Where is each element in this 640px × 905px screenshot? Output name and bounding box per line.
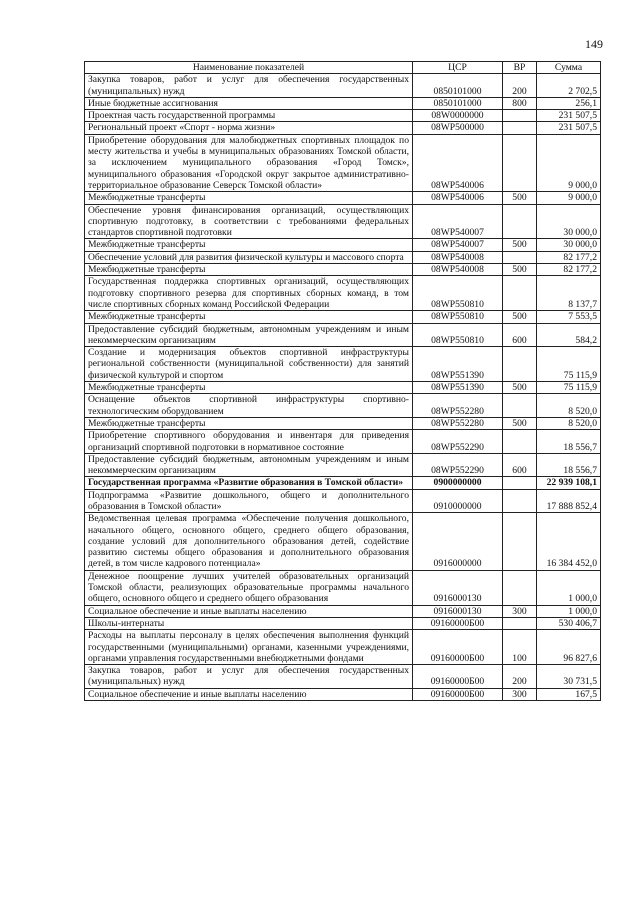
cell-sum: 75 115,9: [537, 347, 601, 382]
cell-vr: [503, 477, 537, 489]
cell-vr: [503, 489, 537, 513]
cell-name: Иные бюджетные ассигнования: [85, 97, 413, 109]
cell-vr: [503, 251, 537, 263]
cell-csr: 08WP500000: [413, 122, 503, 134]
table-row: [85, 570, 601, 605]
header-name: Наименование показателей: [85, 62, 413, 74]
cell-name: Государственная программа «Развитие образования в Томской области»: [85, 477, 413, 489]
cell-vr: 300: [503, 688, 537, 700]
table-row: [85, 513, 601, 570]
cell-csr: 09160000Б00: [413, 665, 503, 689]
cell-sum: 16 384 452,0: [537, 513, 601, 570]
cell-sum: 7 553,5: [537, 311, 601, 323]
cell-vr: 200: [503, 74, 537, 98]
table-row: [85, 477, 601, 489]
cell-name: Межбюджетные трансферты: [85, 311, 413, 323]
cell-sum: 75 115,9: [537, 382, 601, 394]
cell-name: Обеспечение условий для развития физической культуры и массового спорта: [85, 251, 413, 263]
cell-sum: 18 556,7: [537, 453, 601, 477]
cell-vr: [503, 394, 537, 418]
table-row: [85, 311, 601, 323]
cell-vr: [503, 204, 537, 239]
cell-csr: 08WP540008: [413, 251, 503, 263]
table-row: [85, 347, 601, 382]
cell-name: Ведомственная целевая программа «Обеспечение получения дошкольного, начального общего, основного общего, среднего общего образования, создание условий для дополнительного образования детей, содействие развитию системы общего образования и дополнительного образования детей, в том числе кадрового потенциала»: [85, 513, 413, 570]
cell-vr: 500: [503, 311, 537, 323]
cell-csr: 08WP551390: [413, 382, 503, 394]
cell-sum: 8 520,0: [537, 417, 601, 429]
cell-vr: 100: [503, 630, 537, 665]
header-csr: ЦСР: [413, 62, 503, 74]
cell-csr: 0916000130: [413, 570, 503, 605]
cell-sum: 82 177,2: [537, 264, 601, 276]
cell-sum: 9 000,0: [537, 192, 601, 204]
cell-csr: 08WP552290: [413, 453, 503, 477]
cell-csr: 08WP540006: [413, 134, 503, 191]
cell-vr: [503, 276, 537, 311]
cell-csr: 08WP552280: [413, 417, 503, 429]
table-row: [85, 264, 601, 276]
cell-sum: 167,5: [537, 688, 601, 700]
cell-name: Межбюджетные трансферты: [85, 192, 413, 204]
cell-vr: [503, 430, 537, 454]
cell-sum: 231 507,5: [537, 110, 601, 122]
cell-vr: 500: [503, 239, 537, 251]
cell-vr: [503, 122, 537, 134]
cell-csr: 08WP540007: [413, 204, 503, 239]
table-row: [85, 382, 601, 394]
cell-name: Межбюджетные трансферты: [85, 382, 413, 394]
table-row: [85, 617, 601, 629]
cell-sum: 231 507,5: [537, 122, 601, 134]
cell-name: Социальное обеспечение и иные выплаты населению: [85, 605, 413, 617]
cell-name: Создание и модернизация объектов спортивной инфраструктуры региональной собственности (муниципальной собственности) для занятий физической культурой и спортом: [85, 347, 413, 382]
cell-csr: 0900000000: [413, 477, 503, 489]
table-row: [85, 665, 601, 689]
cell-sum: 30 000,0: [537, 239, 601, 251]
table-row: [85, 688, 601, 700]
cell-vr: 500: [503, 192, 537, 204]
cell-name: Предоставление субсидий бюджетным, автономным учреждениям и иным некоммерческим организациям: [85, 453, 413, 477]
table-row: [85, 74, 601, 98]
table-row: [85, 489, 601, 513]
cell-vr: 500: [503, 417, 537, 429]
table-row: [85, 417, 601, 429]
cell-csr: 09160000Б00: [413, 630, 503, 665]
table-row: [85, 453, 601, 477]
header-sum: Сумма: [537, 62, 601, 74]
cell-csr: 0916000130: [413, 605, 503, 617]
cell-csr: 0916000000: [413, 513, 503, 570]
cell-sum: 1 000,0: [537, 605, 601, 617]
cell-csr: 08WP550810: [413, 276, 503, 311]
cell-name: Межбюджетные трансферты: [85, 239, 413, 251]
table-row: [85, 276, 601, 311]
cell-vr: [503, 570, 537, 605]
cell-csr: 08WP540008: [413, 264, 503, 276]
cell-name: Проектная часть государственной программы: [85, 110, 413, 122]
cell-sum: 82 177,2: [537, 251, 601, 263]
cell-sum: 8 520,0: [537, 394, 601, 418]
cell-sum: 8 137,7: [537, 276, 601, 311]
cell-sum: 17 888 852,4: [537, 489, 601, 513]
budget-table: [84, 61, 601, 701]
cell-name: Государственная поддержка спортивных организаций, осуществляющих подготовку спортивного резерва для спортивных сборных команд, в том числе спортивных сборных команд Российской Федерации: [85, 276, 413, 311]
cell-csr: 08WP550810: [413, 323, 503, 347]
cell-name: Закупка товаров, работ и услуг для обеспечения государственных (муниципальных) нужд: [85, 665, 413, 689]
table-row: [85, 605, 601, 617]
cell-name: Социальное обеспечение и иные выплаты населению: [85, 688, 413, 700]
table-row: [85, 630, 601, 665]
cell-name: Предоставление субсидий бюджетным, автономным учреждениям и иным некоммерческим организациям: [85, 323, 413, 347]
cell-csr: 0910000000: [413, 489, 503, 513]
cell-vr: 500: [503, 382, 537, 394]
header-vr: ВР: [503, 62, 537, 74]
cell-vr: 600: [503, 323, 537, 347]
cell-name: Межбюджетные трансферты: [85, 417, 413, 429]
cell-name: Межбюджетные трансферты: [85, 264, 413, 276]
table-body: [85, 74, 601, 701]
table-header-row: [85, 62, 601, 74]
table-row: [85, 134, 601, 191]
cell-csr: 0850101000: [413, 74, 503, 98]
cell-csr: 08WP551390: [413, 347, 503, 382]
page-number: 149: [585, 37, 603, 51]
cell-sum: 1 000,0: [537, 570, 601, 605]
table-row: [85, 122, 601, 134]
cell-vr: 200: [503, 665, 537, 689]
table-row: [85, 97, 601, 109]
table-row: [85, 192, 601, 204]
cell-csr: 09160000Б00: [413, 688, 503, 700]
cell-vr: [503, 617, 537, 629]
cell-vr: [503, 347, 537, 382]
cell-vr: [503, 513, 537, 570]
cell-vr: 300: [503, 605, 537, 617]
table-row: [85, 239, 601, 251]
cell-name: Приобретение оборудования для малобюджетных спортивных площадок по месту жительства и учебы в муниципальных образованиях Томской области, за исключением муниципального образования «Город Томск», муниципального образования «Городской округ закрытое административно-территориальное образование Северск Томской области»: [85, 134, 413, 191]
cell-sum: 30 000,0: [537, 204, 601, 239]
cell-name: Школы-интернаты: [85, 617, 413, 629]
cell-sum: 18 556,7: [537, 430, 601, 454]
cell-name: Обеспечение уровня финансирования организаций, осуществляющих спортивную подготовку, в соответствии с требованиями федеральных стандартов спортивной подготовки: [85, 204, 413, 239]
cell-vr: [503, 134, 537, 191]
table-row: [85, 251, 601, 263]
cell-csr: 08WP552280: [413, 394, 503, 418]
cell-vr: 500: [503, 264, 537, 276]
cell-name: Закупка товаров, работ и услуг для обеспечения государственных (муниципальных) нужд: [85, 74, 413, 98]
cell-name: Оснащение объектов спортивной инфраструктуры спортивно-технологическим оборудованием: [85, 394, 413, 418]
cell-sum: 584,2: [537, 323, 601, 347]
cell-vr: 600: [503, 453, 537, 477]
cell-sum: 22 939 108,1: [537, 477, 601, 489]
cell-sum: 2 702,5: [537, 74, 601, 98]
cell-name: Подпрограмма «Развитие дошкольного, общего и дополнительного образования в Томской области»: [85, 489, 413, 513]
cell-csr: 08WP540006: [413, 192, 503, 204]
cell-csr: 08WP552290: [413, 430, 503, 454]
cell-sum: 96 827,6: [537, 630, 601, 665]
cell-name: Региональный проект «Спорт - норма жизни»: [85, 122, 413, 134]
cell-sum: 256,1: [537, 97, 601, 109]
table-row: [85, 110, 601, 122]
cell-name: Денежное поощрение лучших учителей образовательных организаций Томской области, реализующих образовательные программы начального общего, основного общего и среднего общего образования: [85, 570, 413, 605]
cell-sum: 9 000,0: [537, 134, 601, 191]
cell-csr: 09160000Б00: [413, 617, 503, 629]
cell-name: Расходы на выплаты персоналу в целях обеспечения выполнения функций государственными (муниципальными) органами, казенными учреждениями, органами управления государственными внебюджетными фондами: [85, 630, 413, 665]
table-row: [85, 204, 601, 239]
cell-csr: 08W0000000: [413, 110, 503, 122]
cell-csr: 08WP540007: [413, 239, 503, 251]
cell-sum: 530 406,7: [537, 617, 601, 629]
cell-sum: 30 731,5: [537, 665, 601, 689]
table-row: [85, 430, 601, 454]
cell-csr: 08WP550810: [413, 311, 503, 323]
cell-vr: [503, 110, 537, 122]
cell-csr: 0850101000: [413, 97, 503, 109]
cell-name: Приобретение спортивного оборудования и инвентаря для приведения организаций спортивной подготовки в нормативное состояние: [85, 430, 413, 454]
table-row: [85, 323, 601, 347]
cell-vr: 800: [503, 97, 537, 109]
table-row: [85, 394, 601, 418]
